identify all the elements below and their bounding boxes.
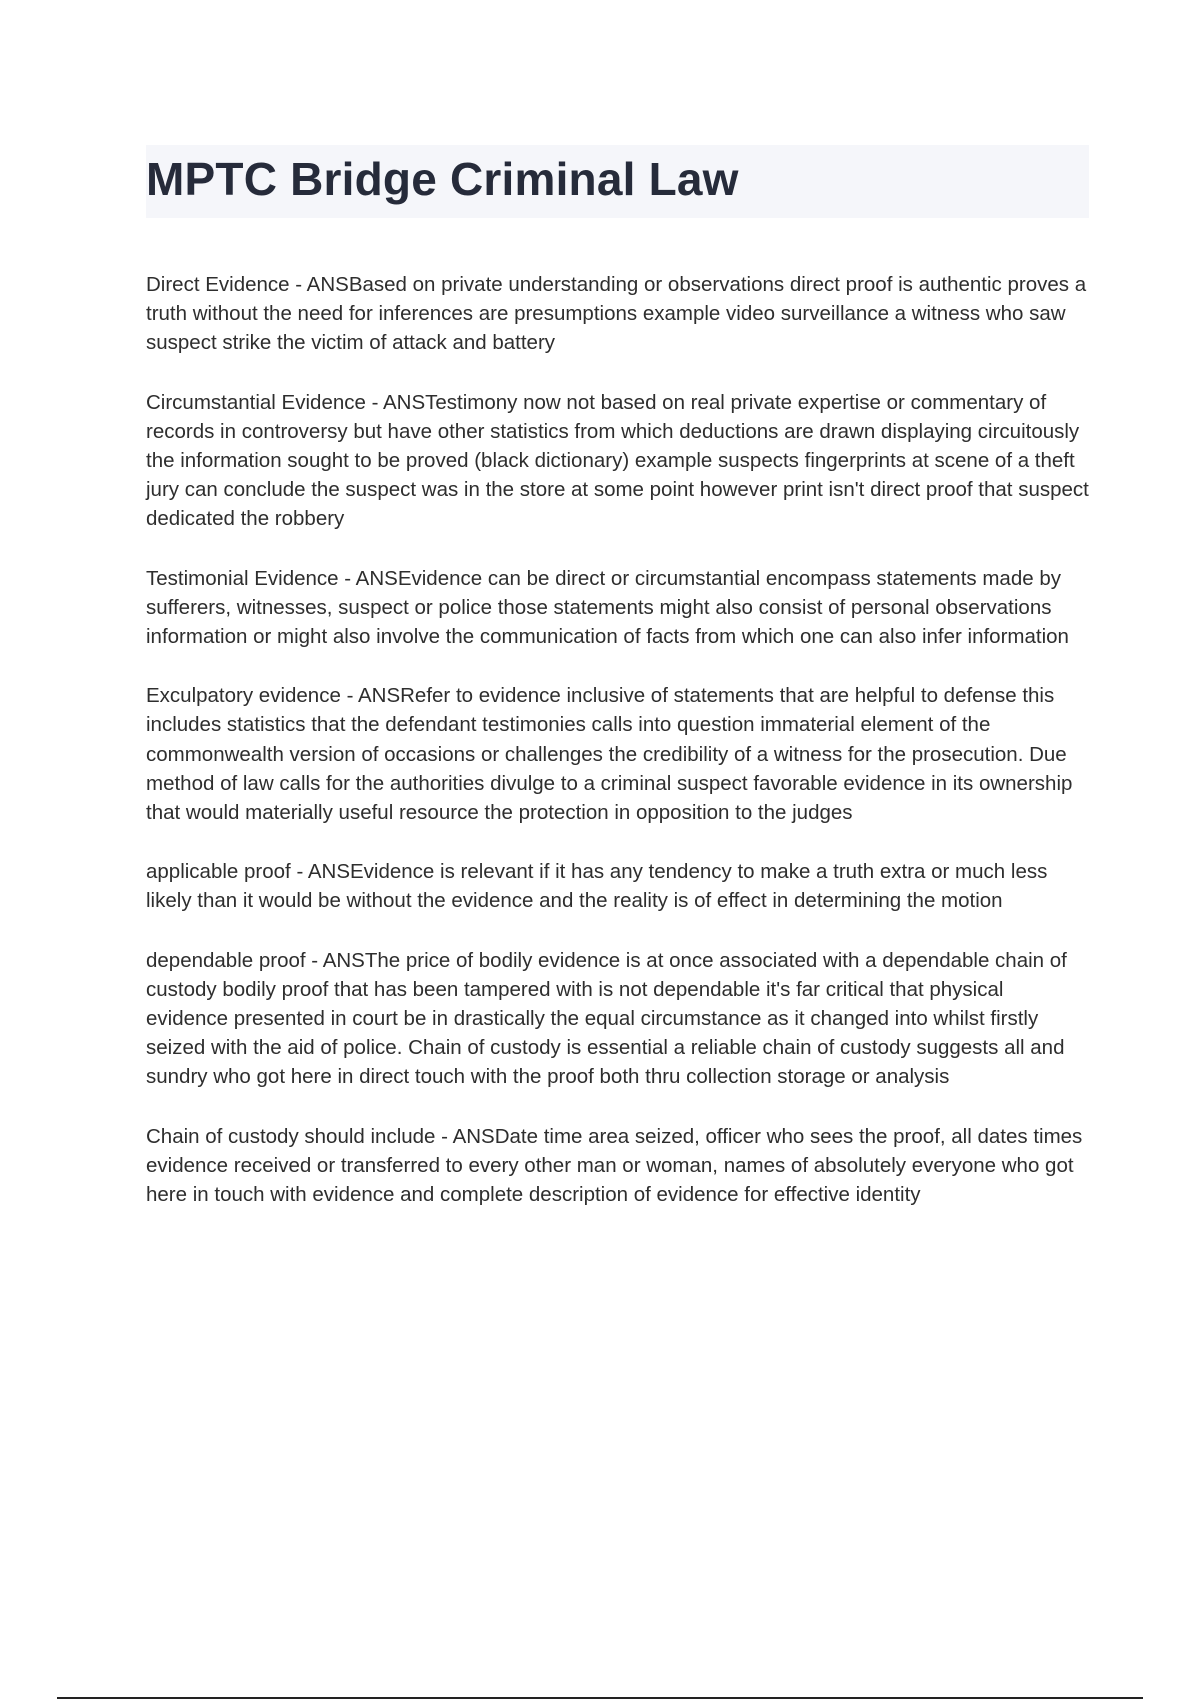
qa-term: dependable proof (146, 948, 306, 972)
answer-marker: ANS (307, 860, 350, 884)
document-title: MPTC Bridge Criminal Law (146, 153, 739, 205)
qa-definition: Testimony now not based on real private expertise or commentary of records in controversy but have other statistics from which deductions are drawn displaying circuitously the information sought to be proved (black dictionary) example suspects fingerprints at scene of a theft jury can conclude the suspect was in the store at some point however print isn't direct proof that suspect dedicated the robbery (146, 390, 1089, 531)
qa-definition: The price of bodily evidence is at once associated with a dependable chain of custody bodily proof that has been tampered with is not dependable it's far critical that physical evidence presented in court be in drastically the equal circumstance as it changed into whilst firstly seized with the aid of police. Chain of custody is essential a reliable chain of custody suggests all and sundry who got here in direct touch with the proof both thru collection storage or analysis (146, 948, 1067, 1089)
answer-marker: ANS (306, 273, 349, 296)
qa-entry: dependable proof - ANSThe price of bodily evidence is at once associated with a dependable chain of custody bodily proof that has been tampered with is not dependable it's far critical that physical evidence presented in court be in drastically the equal circumstance as it changed into whilst firstly seized with the aid of police. Chain of custody is essential a reliable chain of custody suggests all and sundry who got here in direct touch with the proof both thru collection storage or analysis (146, 948, 1067, 1089)
answer-marker: ANS (452, 1124, 495, 1148)
qa-entry: Testimonial Evidence - ANSEvidence can be direct or circumstantial encompass statements made by sufferers, witnesses, suspect or police those statements might also consist of personal observations information or might also involve the communication of facts from which one can also infer information (146, 566, 1069, 649)
answer-marker: ANS (383, 390, 426, 414)
qa-definition: Based on private understanding or observations direct proof is authentic proves a truth without the need for inferences are presumptions example video surveillance a witness who saw suspect strike the victim of attack and battery (146, 273, 1087, 355)
qa-entry: applicable proof - ANSEvidence is relevant if it has any tendency to make a truth extra or much less likely than it would be without the evidence and the reality is of effect in determining the motion (146, 860, 1048, 913)
title-band (146, 145, 1089, 218)
qa-term: applicable proof (146, 860, 291, 884)
footer-divider (57, 1697, 1143, 1699)
qa-entry: Chain of custody should include - ANSDate time area seized, officer who sees the proof, all dates times evidence received or transferred to every other man or woman, names of absolutely everyone who got here in touch with evidence and complete description of evidence for effective identity (146, 1124, 1083, 1207)
qa-entry: Direct Evidence - ANSBased on private understanding or observations direct proof is authentic proves a truth without the need for inferences are presumptions example video surveillance a witness who saw suspect strike the victim of attack and battery (146, 273, 1087, 355)
qa-term: Testimonial Evidence (146, 566, 339, 590)
answer-marker: ANS (322, 948, 365, 972)
qa-list (146, 270, 1091, 1239)
qa-definition: Refer to evidence inclusive of statements that are helpful to defense this includes statistics that the defendant testimonies calls into question immaterial element of the commonwealth version of occasions or challenges the credibility of a witness for the prosecution. Due method of law calls for the authorities divulge to a criminal suspect favorable evidence in its ownership that would materially useful resource the protection in opposition to the judges (146, 684, 1073, 825)
answer-marker: ANS (355, 566, 398, 590)
qa-term: Direct Evidence (146, 273, 290, 296)
qa-term: Exculpatory evidence (146, 684, 341, 708)
qa-term: Circumstantial Evidence (146, 390, 366, 414)
qa-definition: Date time area seized, officer who sees the proof, all dates times evidence received or transferred to every other man or woman, names of absolutely everyone who got here in touch with evidence and complete description of evidence for effective identity (146, 1124, 1083, 1207)
qa-entry: Exculpatory evidence - ANSRefer to evidence inclusive of statements that are helpful to defense this includes statistics that the defendant testimonies calls into question immaterial element of the commonwealth version of occasions or challenges the credibility of a witness for the prosecution. Due method of law calls for the authorities divulge to a criminal suspect favorable evidence in its ownership that would materially useful resource the protection in opposition to the judges (146, 684, 1073, 825)
qa-entry: Circumstantial Evidence - ANSTestimony now not based on real private expertise or commentary of records in controversy but have other statistics from which deductions are drawn displaying circuitously the information sought to be proved (black dictionary) example suspects fingerprints at scene of a theft jury can conclude the suspect was in the store at some point however print isn't direct proof that suspect dedicated the robbery (146, 390, 1089, 531)
qa-definition: Evidence is relevant if it has any tendency to make a truth extra or much less likely than it would be without the evidence and the reality is of effect in determining the motion (146, 860, 1048, 913)
answer-marker: ANS (357, 684, 401, 708)
qa-definition: Evidence can be direct or circumstantial encompass statements made by sufferers, witnesses, suspect or police those statements might also consist of personal observations information or might also involve the communication of facts from which one can also infer information (146, 566, 1069, 649)
qa-term: Chain of custody should include (146, 1124, 436, 1148)
